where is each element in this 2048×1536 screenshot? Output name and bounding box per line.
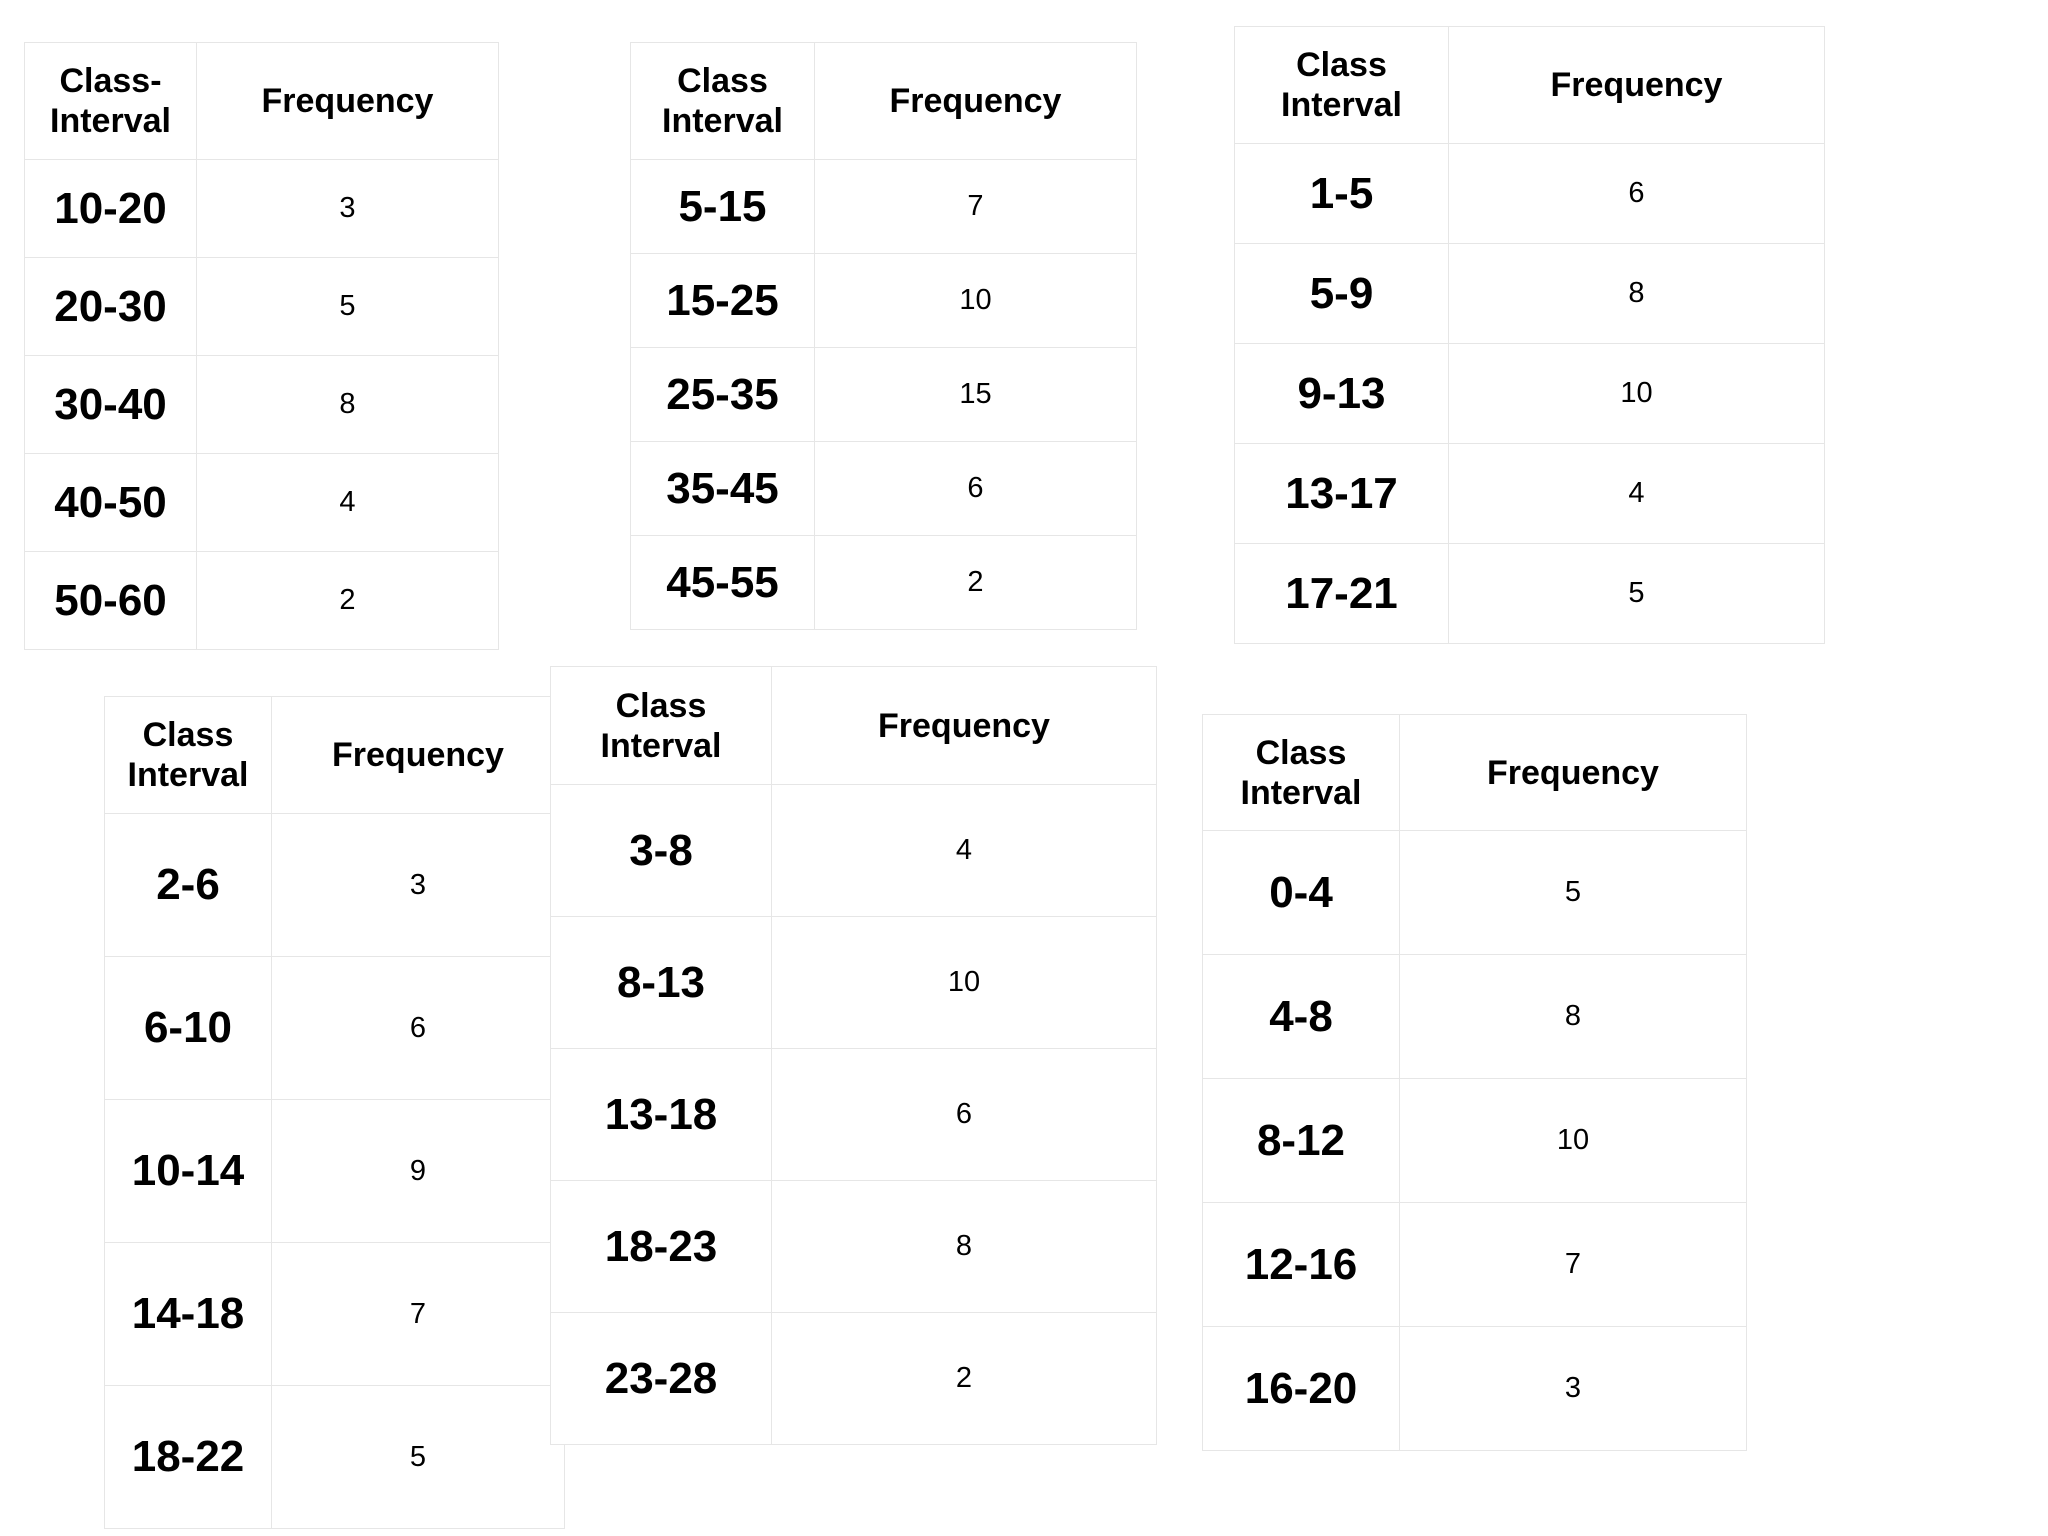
table-row: [1235, 244, 1825, 344]
frequency-header: Frequency: [1449, 27, 1825, 144]
class-interval-cell: 30-40: [25, 356, 197, 454]
frequency-cell: 7: [272, 1243, 565, 1386]
frequency-cell: 9: [272, 1100, 565, 1243]
frequency-cell: 2: [815, 536, 1137, 630]
table-row: [631, 254, 1137, 348]
frequency-table-6: [1202, 714, 1747, 1451]
class-interval-header: Class Interval: [551, 667, 772, 785]
frequency-cell: 3: [1400, 1327, 1747, 1451]
frequency-cell: 7: [815, 160, 1137, 254]
table-row: [631, 442, 1137, 536]
class-interval-cell: 9-13: [1235, 344, 1449, 444]
frequency-cell: 7: [1400, 1203, 1747, 1327]
frequency-cell: 6: [272, 957, 565, 1100]
table-row: [1235, 544, 1825, 644]
table-row: [105, 1100, 565, 1243]
frequency-cell: 3: [197, 160, 499, 258]
class-interval-cell: 23-28: [551, 1313, 772, 1445]
class-interval-cell: 4-8: [1203, 955, 1400, 1079]
class-interval-cell: 40-50: [25, 454, 197, 552]
frequency-table-4: [104, 696, 565, 1529]
class-interval-cell: 14-18: [105, 1243, 272, 1386]
frequency-cell: 8: [1449, 244, 1825, 344]
table-row: [1235, 444, 1825, 544]
class-interval-header: Class Interval: [631, 43, 815, 160]
table-row: [105, 814, 565, 957]
frequency-cell: 5: [1400, 831, 1747, 955]
class-interval-cell: 18-22: [105, 1386, 272, 1529]
frequency-cell: 4: [772, 785, 1157, 917]
table-row: [105, 1243, 565, 1386]
class-interval-cell: 12-16: [1203, 1203, 1400, 1327]
table-header-row: [631, 43, 1137, 160]
class-interval-cell: 3-8: [551, 785, 772, 917]
class-interval-cell: 45-55: [631, 536, 815, 630]
class-interval-cell: 0-4: [1203, 831, 1400, 955]
class-interval-header: Class Interval: [1203, 715, 1400, 831]
table-row: [551, 1313, 1157, 1445]
table-row: [1235, 144, 1825, 244]
class-interval-cell: 6-10: [105, 957, 272, 1100]
frequency-header: Frequency: [815, 43, 1137, 160]
class-interval-cell: 25-35: [631, 348, 815, 442]
frequency-cell: 10: [1449, 344, 1825, 444]
frequency-header: Frequency: [197, 43, 499, 160]
table-row: [631, 348, 1137, 442]
table-row: [1203, 1327, 1747, 1451]
class-interval-cell: 10-14: [105, 1100, 272, 1243]
class-interval-cell: 2-6: [105, 814, 272, 957]
table-header-row: [25, 43, 499, 160]
frequency-cell: 8: [197, 356, 499, 454]
class-interval-cell: 13-18: [551, 1049, 772, 1181]
table-row: [25, 160, 499, 258]
table-row: [631, 536, 1137, 630]
frequency-cell: 2: [197, 552, 499, 650]
class-interval-header: Class Interval: [105, 697, 272, 814]
frequency-cell: 4: [197, 454, 499, 552]
table-header-row: [551, 667, 1157, 785]
frequency-cell: 3: [272, 814, 565, 957]
class-interval-cell: 5-9: [1235, 244, 1449, 344]
frequency-cell: 5: [272, 1386, 565, 1529]
class-interval-cell: 35-45: [631, 442, 815, 536]
table-row: [105, 957, 565, 1100]
frequency-cell: 6: [815, 442, 1137, 536]
table-row: [25, 258, 499, 356]
frequency-cell: 6: [1449, 144, 1825, 244]
table-row: [25, 356, 499, 454]
frequency-cell: 4: [1449, 444, 1825, 544]
table-row: [1203, 831, 1747, 955]
table-row: [551, 1049, 1157, 1181]
frequency-table-5: [550, 666, 1157, 1445]
class-interval-cell: 8-12: [1203, 1079, 1400, 1203]
class-interval-header: Class- Interval: [25, 43, 197, 160]
class-interval-cell: 20-30: [25, 258, 197, 356]
class-interval-cell: 1-5: [1235, 144, 1449, 244]
table-row: [631, 160, 1137, 254]
frequency-cell: 6: [772, 1049, 1157, 1181]
frequency-table-1: [24, 42, 499, 650]
frequency-cell: 10: [772, 917, 1157, 1049]
table-row: [551, 1181, 1157, 1313]
table-row: [1203, 955, 1747, 1079]
frequency-cell: 2: [772, 1313, 1157, 1445]
table-row: [1203, 1079, 1747, 1203]
table-header-row: [1235, 27, 1825, 144]
class-interval-cell: 50-60: [25, 552, 197, 650]
class-interval-cell: 10-20: [25, 160, 197, 258]
table-row: [25, 454, 499, 552]
class-interval-cell: 15-25: [631, 254, 815, 348]
table-header-row: [105, 697, 565, 814]
class-interval-cell: 17-21: [1235, 544, 1449, 644]
table-header-row: [1203, 715, 1747, 831]
frequency-cell: 8: [1400, 955, 1747, 1079]
frequency-header: Frequency: [772, 667, 1157, 785]
frequency-cell: 5: [197, 258, 499, 356]
frequency-table-2: [630, 42, 1137, 630]
frequency-header: Frequency: [1400, 715, 1747, 831]
frequency-header: Frequency: [272, 697, 565, 814]
frequency-cell: 10: [1400, 1079, 1747, 1203]
table-row: [1203, 1203, 1747, 1327]
frequency-cell: 5: [1449, 544, 1825, 644]
frequency-cell: 15: [815, 348, 1137, 442]
frequency-cell: 8: [772, 1181, 1157, 1313]
table-row: [105, 1386, 565, 1529]
class-interval-header: Class Interval: [1235, 27, 1449, 144]
class-interval-cell: 18-23: [551, 1181, 772, 1313]
class-interval-cell: 5-15: [631, 160, 815, 254]
class-interval-cell: 8-13: [551, 917, 772, 1049]
table-row: [551, 785, 1157, 917]
table-row: [551, 917, 1157, 1049]
class-interval-cell: 16-20: [1203, 1327, 1400, 1451]
table-row: [1235, 344, 1825, 444]
frequency-cell: 10: [815, 254, 1137, 348]
class-interval-cell: 13-17: [1235, 444, 1449, 544]
frequency-table-3: [1234, 26, 1825, 644]
table-row: [25, 552, 499, 650]
